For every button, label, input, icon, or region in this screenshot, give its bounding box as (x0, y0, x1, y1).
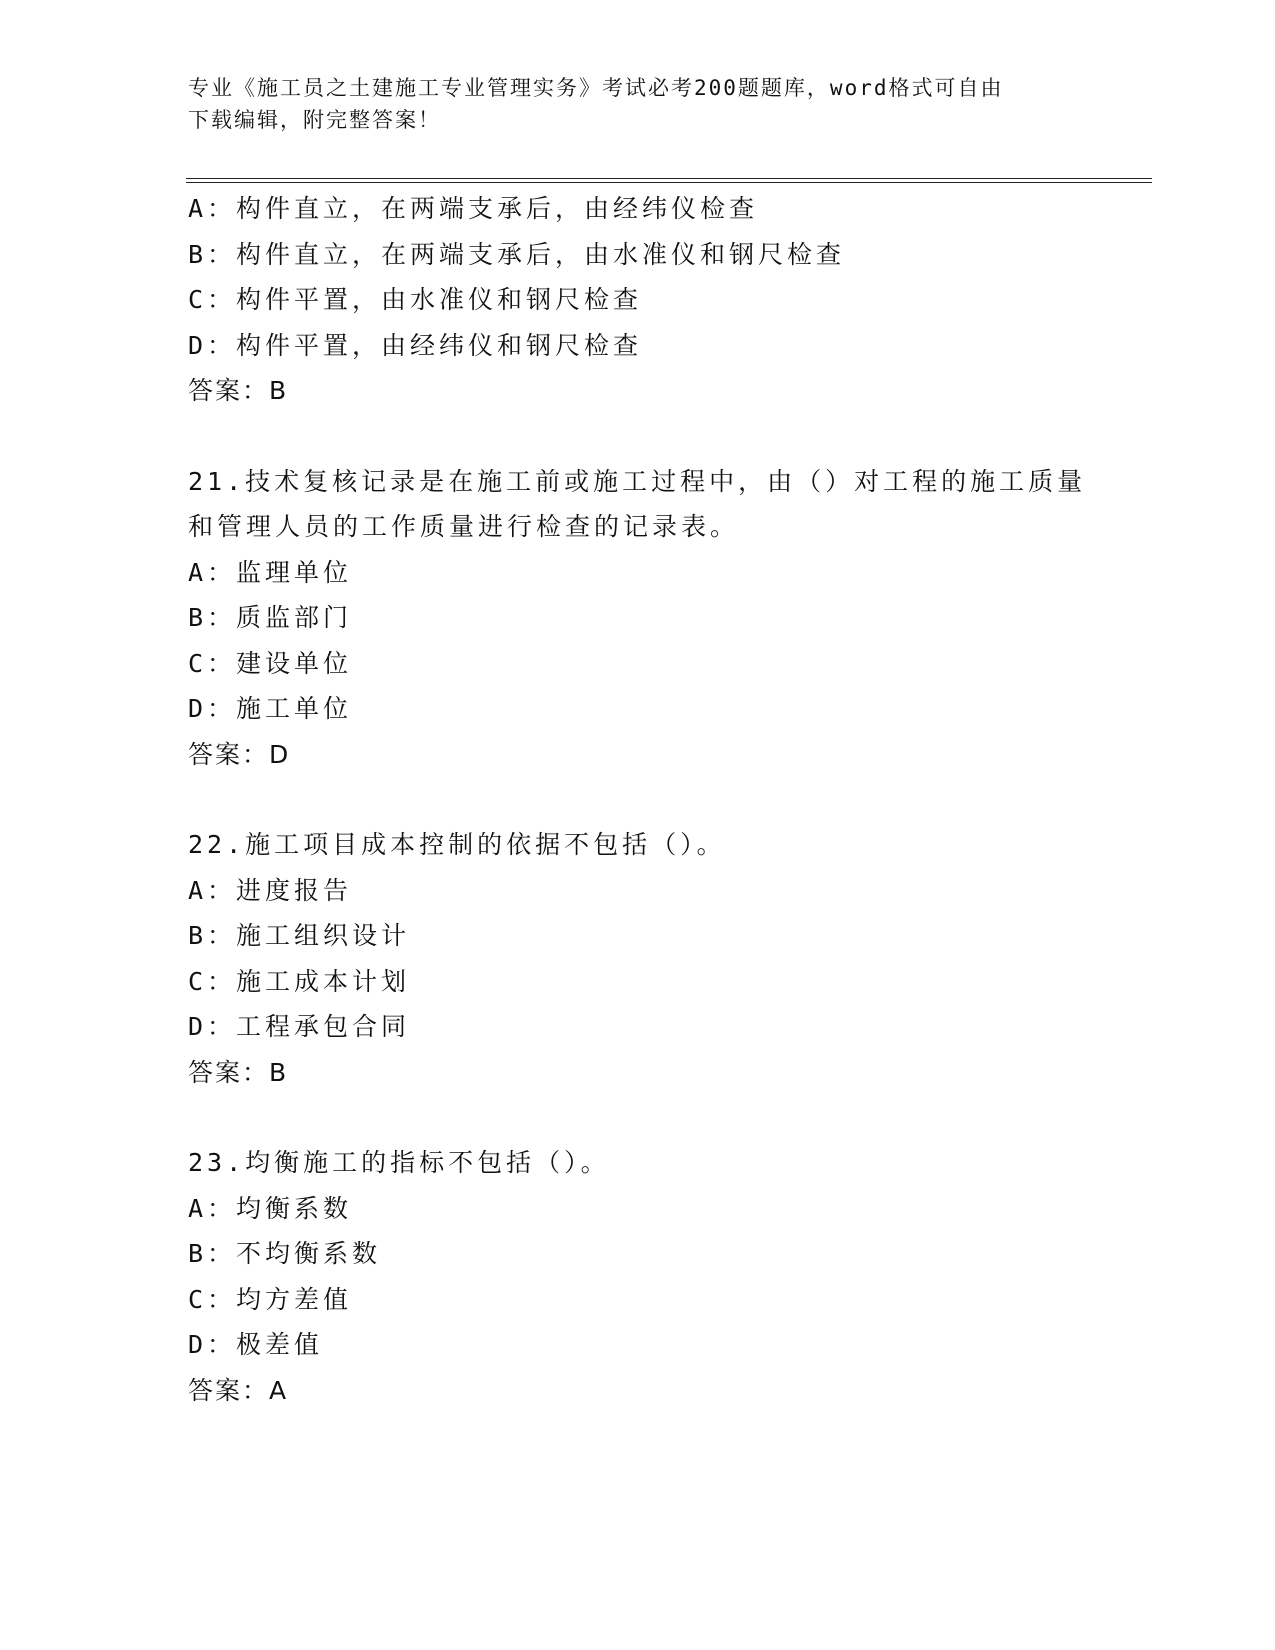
spacer (188, 777, 1088, 822)
question-block-22 (188, 822, 1088, 1095)
option-a: A：均衡系数 (188, 1193, 353, 1223)
option-b: B：质监部门 (188, 603, 353, 632)
option-d: D：构件平置，由经纬仪和钢尺检查 (188, 330, 643, 360)
question-block-23 (188, 1140, 1088, 1413)
question-text-line-1: 23.均衡施工的指标不包括（）。 (188, 1148, 610, 1177)
option-c: C：构件平置，由水准仪和钢尺检查 (188, 285, 643, 314)
question-text-line-2: 和管理人员的工作质量进行检查的记录表。 (188, 512, 740, 541)
question-block-prev (188, 186, 1088, 414)
option-d: D：极差值 (188, 1330, 324, 1359)
option-d: D：工程承包合同 (188, 1012, 411, 1041)
document-header (188, 72, 1068, 136)
answer-line: 答案：D (188, 739, 291, 769)
option-d: D：施工单位 (188, 694, 353, 723)
header-line-1: 专业《施工员之土建施工专业管理实务》考试必考200题题库，word格式可自由 (188, 76, 1004, 100)
header-line-2: 下载编辑，附完整答案！ (188, 108, 441, 132)
question-list (188, 186, 1088, 1413)
option-c: C：施工成本计划 (188, 966, 411, 996)
option-b: B：构件直立，在两端支承后，由水准仪和钢尺检查 (188, 239, 846, 269)
option-a: A：构件直立，在两端支承后，由经纬仪检查 (188, 194, 759, 223)
option-a: A：进度报告 (188, 875, 353, 905)
question-text-line-1: 21.技术复核记录是在施工前或施工过程中，由（）对工程的施工质量 (188, 466, 1087, 496)
question-text-line-1: 22.施工项目成本控制的依据不包括（）。 (188, 830, 726, 859)
question-block-21 (188, 459, 1088, 778)
answer-line: 答案：B (188, 1057, 289, 1087)
answer-line: 答案：B (188, 376, 289, 405)
option-a: A：监理单位 (188, 557, 353, 587)
spacer (188, 1095, 1088, 1140)
option-c: C：均方差值 (188, 1284, 353, 1314)
answer-line: 答案：A (188, 1375, 289, 1405)
header-divider-bottom (186, 182, 1152, 183)
header-divider-top (186, 178, 1152, 179)
spacer (188, 414, 1088, 459)
option-c: C：建设单位 (188, 648, 353, 678)
option-b: B：不均衡系数 (188, 1239, 382, 1268)
option-b: B：施工组织设计 (188, 921, 411, 950)
